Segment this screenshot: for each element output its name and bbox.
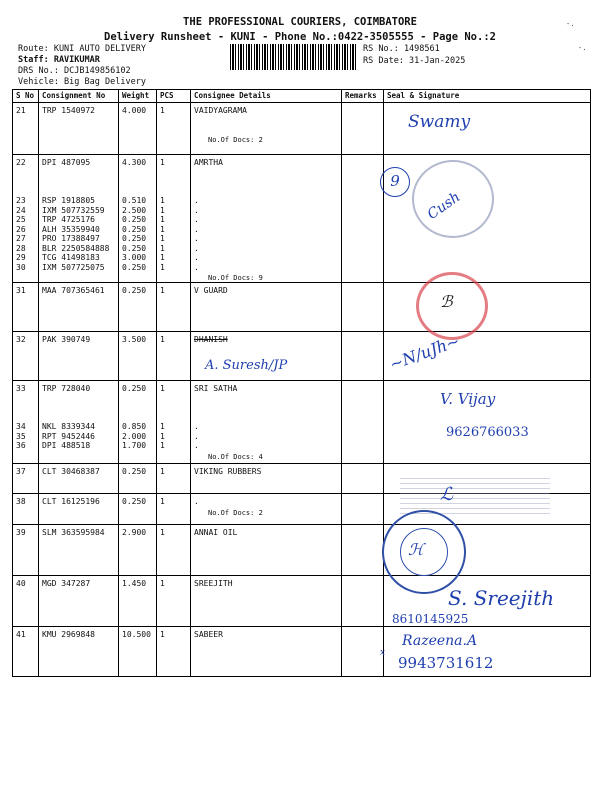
consignment-cell: [39, 576, 119, 627]
consignee-cell-value: .: [194, 422, 199, 431]
pcs-cell: [157, 283, 191, 332]
sno-cell-value: 39: [16, 528, 26, 537]
consignment-cell-value: TRP 4725176: [42, 215, 95, 224]
sno-cell-value: [16, 394, 35, 404]
docs-count: No.Of Docs: 4: [208, 452, 263, 461]
weight-cell: [119, 525, 157, 576]
runsheet-title: Delivery Runsheet - KUNI - Phone No.:0422-3505555 - Page No.:2: [104, 31, 496, 43]
sno-cell: [13, 627, 39, 677]
remarks-cell: [342, 464, 384, 494]
signature-40: S. Sreejith: [448, 586, 555, 610]
remarks-cell: [342, 103, 384, 155]
consignee-cell-value: [194, 403, 338, 413]
handwritten-phone-33: 9626766033: [446, 425, 529, 440]
pcs-cell-value: 1: [160, 106, 165, 115]
weight-cell-value: 1.450: [122, 579, 147, 588]
table-row: [13, 627, 591, 677]
consignee-cell-value: .: [194, 262, 199, 272]
consignment-cell-value: DPI 488518: [42, 441, 91, 450]
signature-32: ~N/uJh~: [386, 331, 463, 374]
weight-cell: [119, 332, 157, 381]
sno-cell-value: 21: [16, 106, 26, 115]
sno-cell-value: 23: [16, 196, 26, 205]
col-header-seal: Seal & Signature: [384, 90, 591, 103]
pcs-cell-value: 1: [160, 630, 165, 639]
sno-cell-value: 33: [16, 384, 26, 393]
sno-cell: [13, 283, 39, 332]
pcs-cell-value: 1: [160, 262, 165, 272]
col-header-pcs: PCS: [157, 90, 191, 103]
consignment-cell-value: [42, 403, 115, 413]
consignee-cell-value: .: [194, 215, 199, 224]
consignment-cell-value: CLT 16125196: [42, 497, 100, 506]
consignee-cell: [191, 494, 342, 525]
pcs-cell: [157, 464, 191, 494]
consignee-cell: [191, 525, 342, 576]
consignee-cell-value: SRI SATHA: [194, 384, 238, 393]
consignment-cell-value: NKL 8339344: [42, 422, 95, 431]
consignment-cell-value: DPI 487095: [42, 158, 91, 167]
pcs-cell-value: 1: [160, 422, 165, 431]
rs-date: RS Date: 31-Jan-2025: [363, 56, 466, 66]
consignment-cell-value: CLT 30468387: [42, 467, 100, 476]
weight-cell-value: [122, 403, 153, 413]
consignment-cell-value: MAA 707365461: [42, 286, 105, 295]
pcs-cell-value: [160, 413, 187, 423]
remarks-cell: [342, 283, 384, 332]
sno-cell-value: 35: [16, 431, 26, 441]
pcs-cell-value: 1: [160, 205, 165, 215]
consignment-cell-value: TRP 728040: [42, 384, 91, 393]
consignee-cell-value: .: [194, 441, 199, 450]
sno-cell-value: 37: [16, 467, 26, 476]
sno-cell-value: 27: [16, 234, 26, 243]
pcs-cell: [157, 494, 191, 525]
consignment-cell-value: TRP 1540972: [42, 106, 95, 115]
consignee-cell: [191, 464, 342, 494]
consignee-cell: [191, 381, 342, 464]
small-mark: x: [380, 648, 386, 658]
sno-cell-value: 22: [16, 158, 26, 167]
weight-cell: [119, 283, 157, 332]
weight-cell-value: 3.500: [122, 335, 147, 344]
pcs-cell-value: 1: [160, 243, 165, 253]
docs-count: No.Of Docs: 9: [208, 274, 263, 282]
pcs-cell-value: 1: [160, 579, 165, 588]
company-title: THE PROFESSIONAL COURIERS, COIMBATORE: [183, 16, 417, 28]
consignment-cell-value: SLM 363595984: [42, 528, 105, 537]
weight-cell-value: [122, 413, 153, 423]
col-header-weight: Weight: [119, 90, 157, 103]
pcs-cell-value: [160, 187, 187, 197]
table-row: [13, 155, 591, 283]
remarks-cell: [342, 381, 384, 464]
sno-cell-value: 30: [16, 262, 26, 272]
consignment-cell-value: [42, 413, 115, 423]
weight-cell-value: 4.300: [122, 158, 147, 167]
pcs-cell-value: [160, 177, 187, 187]
weight-cell-value: [122, 394, 153, 404]
pcs-cell-value: 1: [160, 286, 165, 295]
consignee-cell-value: [194, 168, 338, 178]
consignment-cell: [39, 494, 119, 525]
weight-cell-value: 2.000: [122, 431, 147, 441]
col-header-remarks: Remarks: [342, 90, 384, 103]
consignee-cell-value: ANNAI OIL: [194, 528, 238, 537]
consignment-cell-value: IXM 507725075: [42, 262, 105, 272]
weight-cell-value: [122, 187, 153, 197]
viking-seal-stamp: [400, 474, 550, 514]
pcs-cell: [157, 576, 191, 627]
docs-count: No.Of Docs: 2: [208, 135, 263, 144]
consignee-cell-value: .: [194, 224, 199, 234]
consignee-cell-value: DHANISH: [194, 335, 228, 344]
consignee-cell-value: .: [194, 253, 199, 262]
weight-cell: [119, 576, 157, 627]
consignment-cell: [39, 464, 119, 494]
weight-cell-value: 0.250: [122, 497, 147, 506]
vehicle-label: Vehicle: Big Bag Delivery: [18, 77, 146, 87]
consignee-cell-value: AMRTHA: [194, 158, 223, 167]
pcs-cell-value: 1: [160, 431, 165, 441]
pcs-cell-value: 1: [160, 384, 165, 393]
pcs-cell-value: 1: [160, 335, 165, 344]
weight-cell-value: 2.900: [122, 528, 147, 537]
pcs-cell-value: 1: [160, 253, 165, 262]
consignee-cell-value: .: [194, 234, 199, 243]
consignee-cell-value: SABEER: [194, 630, 223, 639]
consignment-cell-value: RSP 1918805: [42, 196, 95, 205]
pcs-cell: [157, 332, 191, 381]
remarks-cell: [342, 525, 384, 576]
table-row: [13, 332, 591, 381]
consignment-cell-value: BLR 2250584888: [42, 243, 110, 253]
sno-cell-value: 25: [16, 215, 26, 224]
consignment-cell-value: IXM 507732559: [42, 205, 105, 215]
consignment-cell-value: [42, 394, 115, 404]
consignment-cell: [39, 283, 119, 332]
handwritten-name-32: A. Suresh/JP: [205, 358, 288, 373]
weight-cell-value: [122, 168, 153, 178]
table-row: [13, 103, 591, 155]
table-header-row: [13, 90, 591, 103]
weight-cell: [119, 627, 157, 677]
consignee-cell-value: [194, 177, 338, 187]
weight-cell: [119, 155, 157, 283]
consignee-cell-value: .: [194, 243, 199, 253]
pcs-cell-value: [160, 168, 187, 178]
sno-cell-value: [16, 413, 35, 423]
scan-mark: -.: [566, 20, 575, 28]
pcs-cell-value: 1: [160, 441, 165, 450]
consignment-cell: [39, 525, 119, 576]
consignment-cell-value: [42, 187, 115, 197]
weight-cell-value: 0.250: [122, 215, 147, 224]
weight-cell-value: 0.850: [122, 422, 147, 431]
sno-cell-value: [16, 403, 35, 413]
weight-cell-value: 2.500: [122, 205, 147, 215]
consignee-cell-value: [194, 394, 338, 404]
sno-cell-value: [16, 187, 35, 197]
pcs-cell-value: 1: [160, 234, 165, 243]
weight-cell-value: 0.250: [122, 286, 147, 295]
weight-cell: [119, 381, 157, 464]
handwritten-phone-40: 8610145925: [392, 612, 469, 626]
weight-cell-value: 0.250: [122, 467, 147, 476]
pcs-cell: [157, 381, 191, 464]
consignee-cell-value: .: [194, 196, 199, 205]
sno-cell-value: 31: [16, 286, 26, 295]
consignee-cell-value: VIKING RUBBERS: [194, 467, 262, 476]
consignment-cell-value: KMU 2969848: [42, 630, 95, 639]
signature-amrtha: Cush: [424, 189, 464, 223]
sno-cell-value: 29: [16, 253, 26, 262]
pcs-cell-value: 1: [160, 497, 165, 506]
weight-cell-value: 4.000: [122, 106, 147, 115]
staff-label: Staff: RAVIKUMAR: [18, 55, 100, 65]
consignment-cell-value: ALH 35359940: [42, 224, 100, 234]
table-row: [13, 525, 591, 576]
pcs-cell-value: [160, 403, 187, 413]
sno-cell-value: 28: [16, 243, 26, 253]
consignee-cell: [191, 332, 342, 381]
remarks-cell: [342, 627, 384, 677]
consignee-cell: [191, 155, 342, 283]
remarks-cell: [342, 332, 384, 381]
table-row: [13, 283, 591, 332]
weight-cell-value: [122, 177, 153, 187]
sno-cell: [13, 103, 39, 155]
signature-swamy: Swamy: [408, 112, 471, 132]
consignee-cell-value: .: [194, 431, 199, 441]
weight-cell: [119, 494, 157, 525]
consignee-cell-value: VAIDYAGRAMA: [194, 106, 247, 115]
docs-count: No.Of Docs: 2: [208, 508, 263, 517]
consignment-cell-value: RPT 9452446: [42, 431, 95, 441]
pcs-cell-value: 1: [160, 528, 165, 537]
table-row: [13, 381, 591, 464]
weight-cell-value: 0.250: [122, 384, 147, 393]
weight-cell-value: 0.250: [122, 234, 147, 243]
remarks-cell: [342, 494, 384, 525]
barcode-image: [230, 44, 356, 70]
handwritten-phone-41: 9943731612: [398, 654, 494, 672]
sno-cell-value: 32: [16, 335, 26, 344]
sno-cell: [13, 332, 39, 381]
sno-cell: [13, 576, 39, 627]
consignee-cell-value: [194, 187, 338, 197]
pcs-cell-value: 1: [160, 224, 165, 234]
drs-label: DRS No.: DCJB149856102: [18, 66, 131, 76]
remarks-cell: [342, 155, 384, 283]
sno-cell: [13, 155, 39, 283]
col-header-consignee: Consignee Details: [191, 90, 342, 103]
consignee-cell-value: V GUARD: [194, 286, 228, 295]
sno-cell-value: 34: [16, 422, 26, 431]
pcs-cell: [157, 627, 191, 677]
pcs-cell-value: 1: [160, 196, 165, 205]
consignment-cell: [39, 155, 119, 283]
sno-cell-value: [16, 177, 35, 187]
consignment-cell-value: [42, 168, 115, 178]
annai-oil-seal-stamp: [382, 510, 466, 594]
consignee-cell: [191, 283, 342, 332]
circled-number-stamp: 9: [380, 167, 410, 197]
consignment-cell: [39, 381, 119, 464]
sno-cell: [13, 494, 39, 525]
consignment-cell-value: PAK 390749: [42, 335, 91, 344]
consignee-cell-value: SREEJITH: [194, 579, 233, 588]
consignee-cell: [191, 103, 342, 155]
weight-cell-value: 10.500: [122, 630, 151, 639]
pcs-cell-value: 1: [160, 158, 165, 167]
weight-cell-value: 1.700: [122, 441, 147, 450]
scan-mark: -.: [578, 44, 587, 52]
pcs-cell: [157, 155, 191, 283]
sno-cell-value: 26: [16, 224, 26, 234]
weight-cell-value: 0.250: [122, 262, 147, 272]
consignment-cell: [39, 332, 119, 381]
pcs-cell: [157, 103, 191, 155]
consignment-cell: [39, 627, 119, 677]
sno-cell: [13, 464, 39, 494]
sno-cell-value: 38: [16, 497, 26, 506]
remarks-cell: [342, 576, 384, 627]
weight-cell-value: 3.000: [122, 253, 147, 262]
signature-vguard: ℬ: [440, 292, 453, 311]
route-label: Route: KUNI AUTO DELIVERY: [18, 44, 146, 54]
pcs-cell-value: 1: [160, 467, 165, 476]
col-header-sno: S No: [13, 90, 39, 103]
consignee-cell-value: .: [194, 205, 199, 215]
consignment-cell-value: [42, 177, 115, 187]
weight-cell-value: 0.510: [122, 196, 147, 205]
sno-cell-value: 24: [16, 205, 26, 215]
sno-cell-value: 36: [16, 441, 26, 450]
pcs-cell: [157, 525, 191, 576]
sno-cell-value: [16, 168, 35, 178]
sno-cell: [13, 381, 39, 464]
weight-cell-value: 0.250: [122, 243, 147, 253]
handwritten-name-41: Razeena.A: [402, 633, 478, 649]
consignee-cell: [191, 627, 342, 677]
signature-viking: ℒ: [440, 484, 453, 505]
weight-cell: [119, 103, 157, 155]
consignee-cell-value: .: [194, 497, 199, 506]
sno-cell-value: 41: [16, 630, 26, 639]
consignment-cell-value: PRO 17388497: [42, 234, 100, 243]
consignee-cell-value: [194, 413, 338, 423]
signature-annai-oil: ℋ: [408, 540, 424, 559]
pcs-cell-value: 1: [160, 215, 165, 224]
weight-cell-value: 0.250: [122, 224, 147, 234]
sno-cell: [13, 525, 39, 576]
consignment-cell: [39, 103, 119, 155]
consignment-cell-value: TCG 41498183: [42, 253, 100, 262]
consignment-cell-value: MGD 347287: [42, 579, 91, 588]
signature-33: V. Vijay: [440, 390, 496, 408]
pcs-cell-value: [160, 394, 187, 404]
sno-cell-value: 40: [16, 579, 26, 588]
col-header-consignment: Consignment No: [39, 90, 119, 103]
rs-number: RS No.: 1498561: [363, 44, 440, 54]
weight-cell: [119, 464, 157, 494]
consignee-cell: [191, 576, 342, 627]
